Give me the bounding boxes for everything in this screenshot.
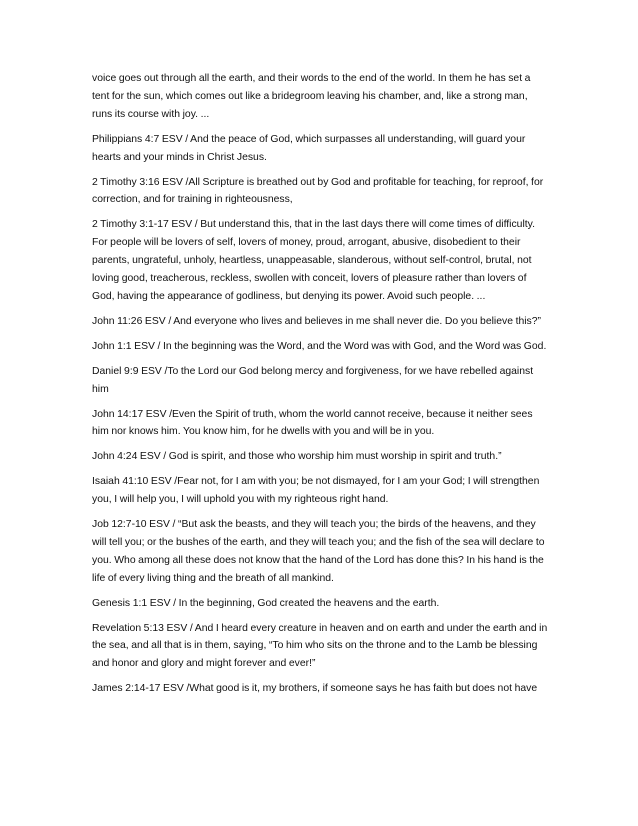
paragraph-philippians-4-7: Philippians 4:7 ESV / And the peace of God, which surpasses all understanding, will guard your hearts and your minds in Christ Jesus. <box>92 133 526 163</box>
paragraph-john-4-24: John 4:24 ESV / God is spirit, and those who worship him must worship in spirit and truth.” <box>92 451 502 463</box>
paragraph-genesis-1-1: Genesis 1:1 ESV / In the beginning, God created the heavens and the earth. <box>92 597 440 609</box>
paragraph-2-timothy-3-1-17: 2 Timothy 3:1-17 ESV / But understand this, that in the last days there will come times of difficulty. For people will be lovers of self, lovers of money, proud, arrogant, abusive, disobedient to their parents, ungrateful, unholy, heartless, unappeasable, slanderous, without self-control, brutal, not loving good, treacherous, reckless, swollen with conceit, lovers of pleasure rather than lovers of God, having the appearance of godliness, but denying its power. Avoid such people. ... <box>92 219 535 302</box>
paragraph-job-12-7-10: Job 12:7-10 ESV / “But ask the beasts, and they will teach you; the birds of the heavens, and they will tell you; or the bushes of the earth, and they will teach you; and the fish of the sea will declare to you. Who among all these does not know that the hand of the Lord has done this? In his hand is the life of every living thing and the breath of all mankind. <box>92 519 545 584</box>
paragraph-psalm-continuation: voice goes out through all the earth, and their words to the end of the world. In them he has set a tent for the sun, which comes out like a bridegroom leaving his chamber, and, like a strong man, runs its course with joy. ... <box>92 73 531 120</box>
document-page <box>92 70 548 705</box>
paragraph-john-1-1: John 1:1 ESV / In the beginning was the Word, and the Word was with God, and the Word was God. <box>92 340 547 352</box>
paragraph-2-timothy-3-16: 2 Timothy 3:16 ESV /All Scripture is breathed out by God and profitable for teaching, for reproof, for correction, and for training in righteousness, <box>92 176 544 206</box>
paragraph-isaiah-41-10: Isaiah 41:10 ESV /Fear not, for I am with you; be not dismayed, for I am your God; I will strengthen you, I will help you, I will uphold you with my righteous right hand. <box>92 476 540 506</box>
paragraph-daniel-9-9: Daniel 9:9 ESV /To the Lord our God belong mercy and forgiveness, for we have rebelled against him <box>92 365 534 395</box>
paragraph-revelation-5-13: Revelation 5:13 ESV / And I heard every creature in heaven and on earth and under the earth and in the sea, and all that is in them, saying, “To him who sits on the throne and to the Lamb be blessing and honor and glory and might forever and ever!” <box>92 622 548 670</box>
paragraph-john-11-26: John 11:26 ESV / And everyone who lives and believes in me shall never die. Do you believe this?” <box>92 315 541 327</box>
paragraph-john-14-17: John 14:17 ESV /Even the Spirit of truth, whom the world cannot receive, because it neither sees him nor knows him. You know him, for he dwells with you and will be in you. <box>92 408 533 438</box>
paragraph-james-2-14-17: James 2:14-17 ESV /What good is it, my brothers, if someone says he has faith but does not have <box>92 683 538 695</box>
